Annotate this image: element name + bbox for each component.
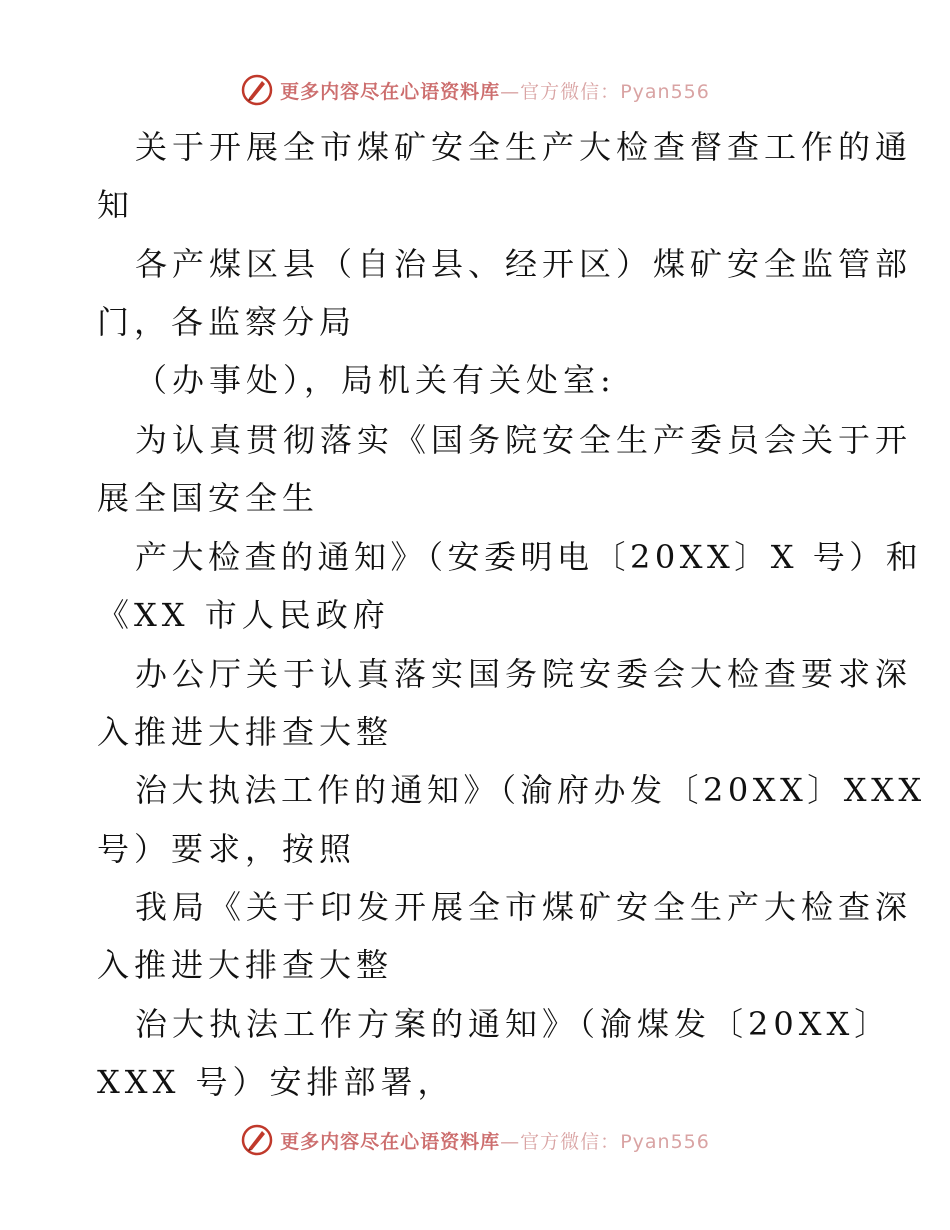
doc-line: 治大执法工作的通知》（渝府办发〔20XX〕XXX <box>135 771 926 809</box>
doc-line: 《XX 市人民政府 <box>97 596 390 634</box>
watermark-official: 官方微信： <box>520 1130 621 1153</box>
watermark-handle: Pyan556 <box>620 80 710 103</box>
watermark-brand: 更多内容尽在心语资料库 <box>280 1130 501 1153</box>
doc-line: 办公厅关于认真落实国务院安委会大检查要求深 <box>135 655 913 693</box>
doc-title-line-1: 关于开展全市煤矿安全生产大检查督查工作的通 <box>135 128 913 166</box>
doc-line: 入推进大排查大整 <box>97 946 394 984</box>
doc-line: 各产煤区县（自治县、经开区）煤矿安全监管部 <box>135 245 913 283</box>
doc-line: 门，各监察分局 <box>97 303 357 341</box>
watermark-dash: — <box>500 1130 521 1153</box>
watermark-dash: — <box>500 80 521 103</box>
doc-line: 号）要求，按照 <box>97 830 357 868</box>
doc-line: 入推进大排查大整 <box>97 713 394 751</box>
quill-logo-icon <box>240 1123 274 1157</box>
watermark-brand: 更多内容尽在心语资料库 <box>280 80 501 103</box>
watermark-official: 官方微信： <box>520 80 621 103</box>
doc-line: 我局《关于印发开展全市煤矿安全生产大检查深 <box>135 888 913 926</box>
doc-line: 产大检查的通知》（安委明电〔20XX〕X 号）和 <box>135 538 923 576</box>
doc-title-line-2: 知 <box>97 186 135 224</box>
doc-line: 治大执法工作方案的通知》（渝煤发〔20XX〕 <box>135 1005 892 1043</box>
doc-line: （办事处），局机关有关处室: <box>135 361 616 399</box>
doc-line: 为认真贯彻落实《国务院安全生产委员会关于开 <box>135 421 913 459</box>
watermark-text <box>280 1127 710 1154</box>
doc-line: 展全国安全生 <box>97 479 320 517</box>
doc-line: XXX 号）安排部署， <box>97 1063 455 1101</box>
footer-watermark <box>0 1120 950 1160</box>
watermark-handle: Pyan556 <box>620 1130 710 1153</box>
